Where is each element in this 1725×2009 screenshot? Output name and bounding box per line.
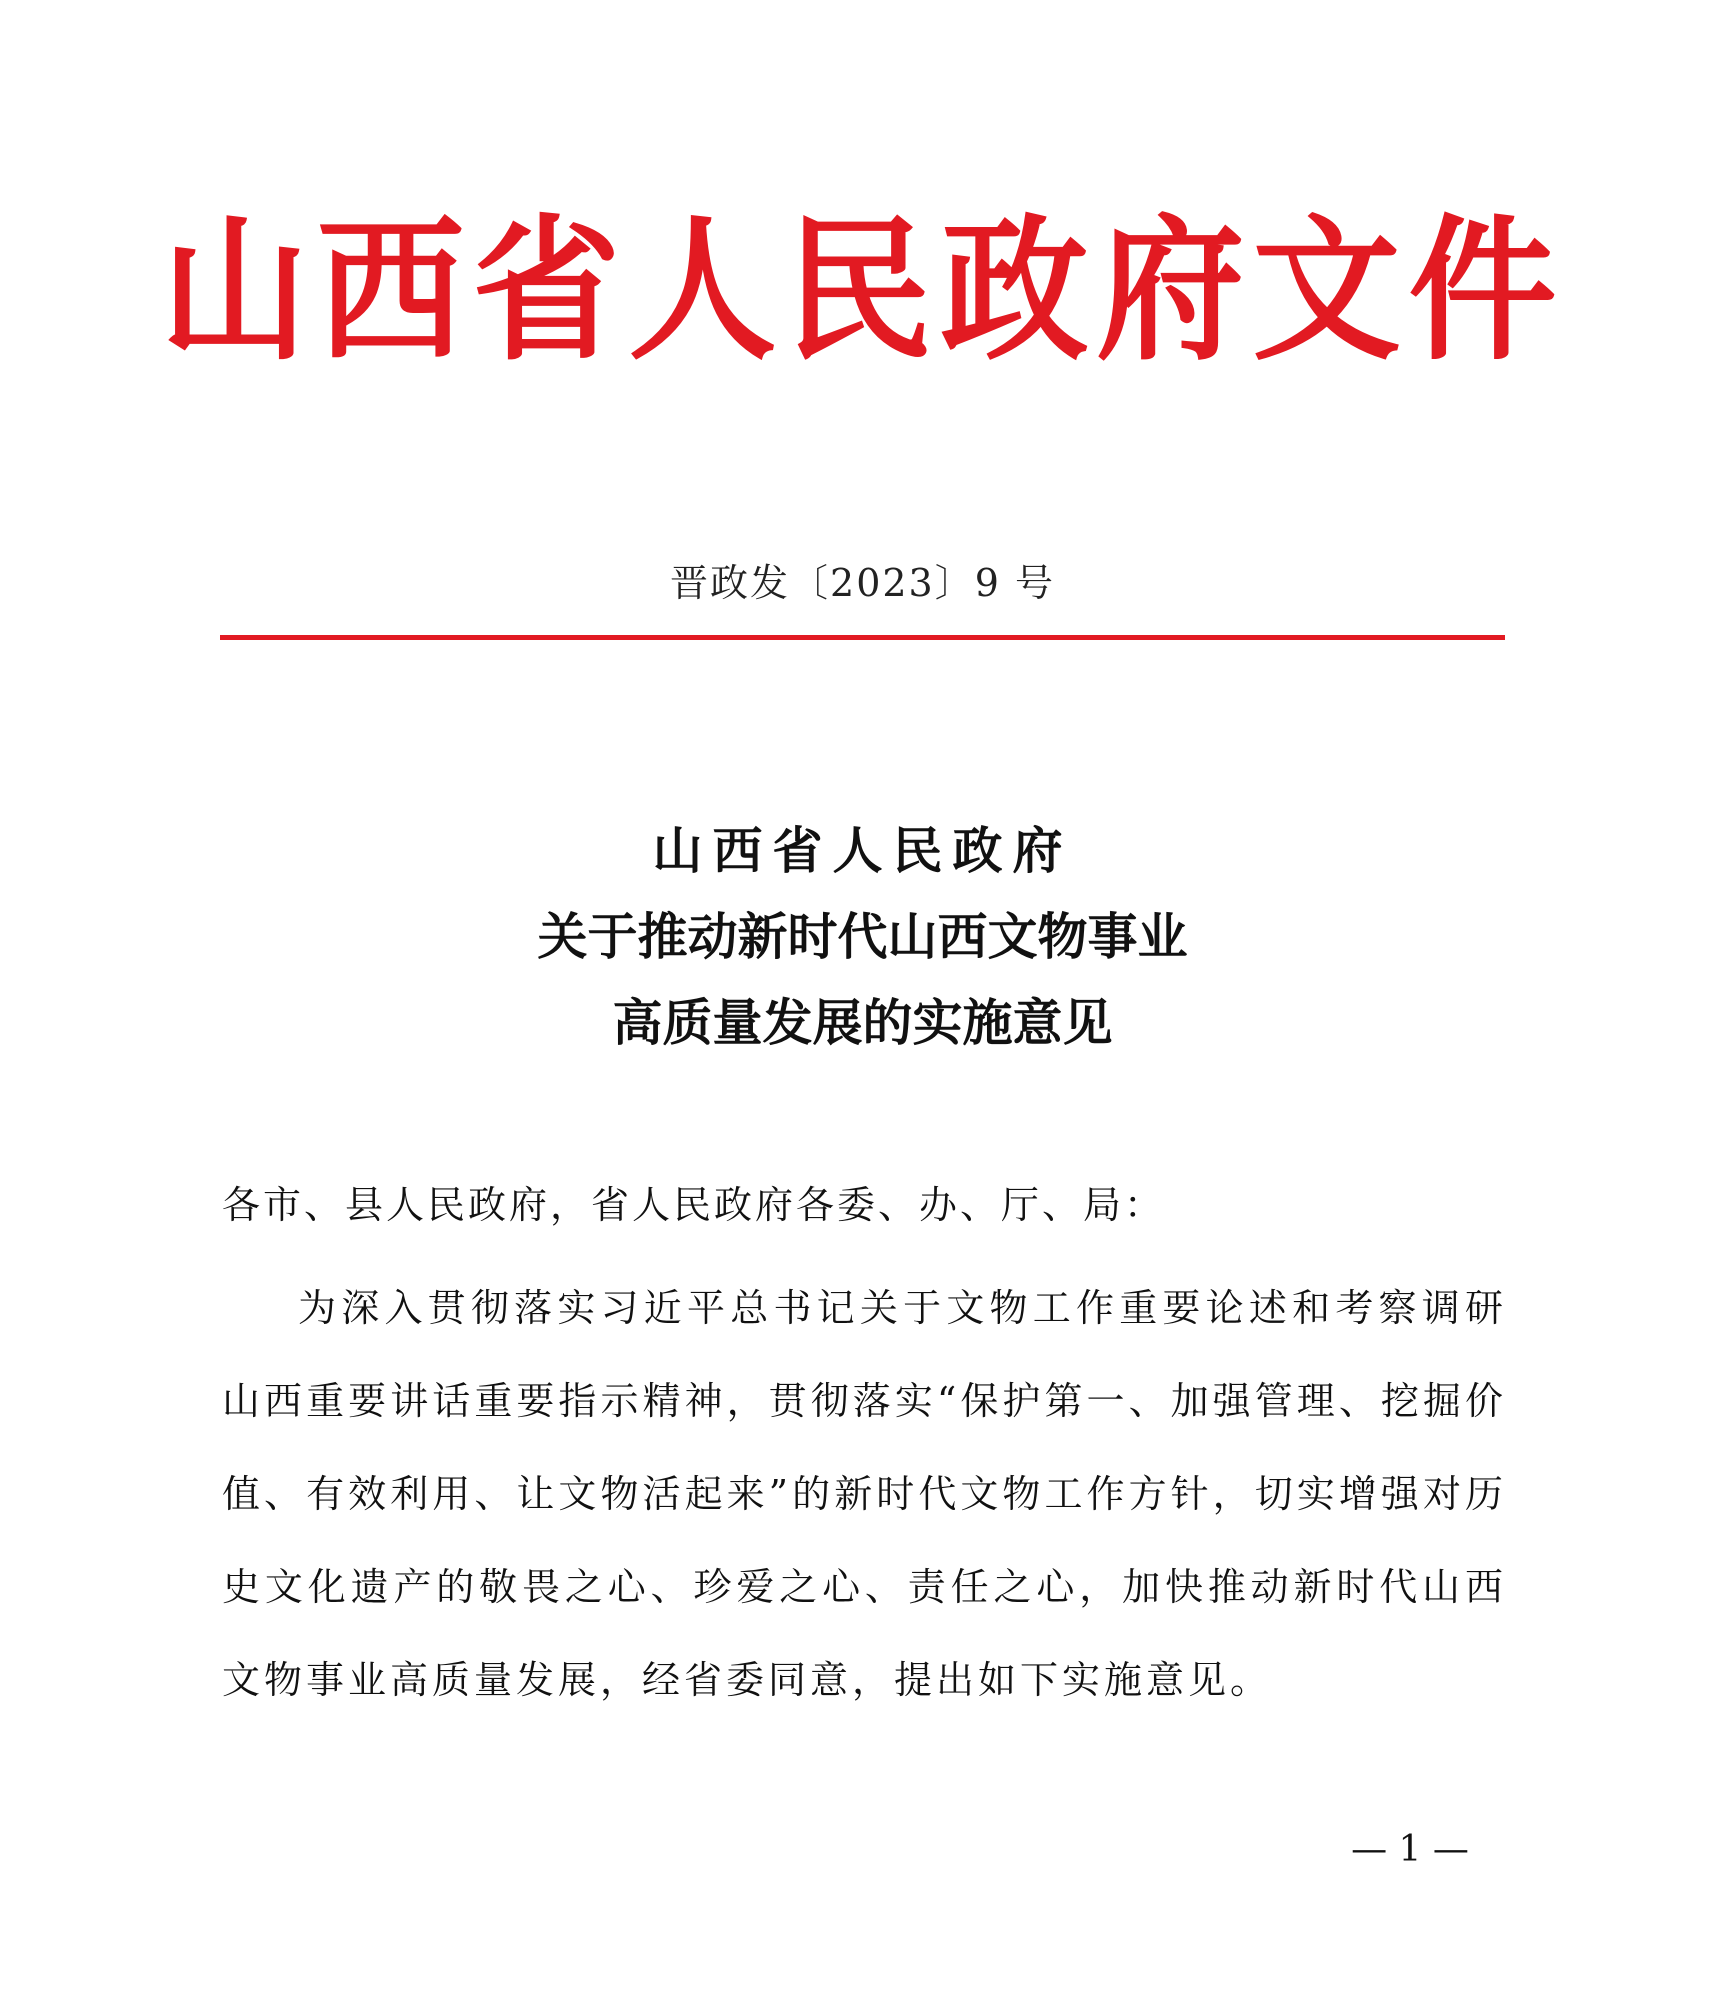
title-line-1: 山西省人民政府: [652, 822, 1073, 880]
page-number: — 1 —: [1351, 1829, 1469, 1870]
document-title: [0, 808, 1725, 1066]
document-masthead: 山西省人民政府文件: [160, 198, 1565, 382]
addressee-line: 各市、县人民政府，省人民政府各委、办、厅、局：: [222, 1183, 1166, 1227]
title-line-3: 高质量发展的实施意见: [612, 994, 1113, 1052]
document-number: 晋政发〔2023〕9 号: [670, 561, 1055, 605]
title-line-2: 关于推动新时代山西文物事业: [537, 908, 1188, 966]
red-separator-line: [220, 635, 1505, 640]
body-paragraph: 为深入贯彻落实习近平总书记关于文物工作重要论述和考察调研山西重要讲话重要指示精神，贯彻落实“保护第一、加强管理、挖掘价值、有效利用、让文物活起来”的新时代文物工作方针，切实增强对历史文化遗产的敬畏之心、珍爱之心、责任之心，加快推动新时代山西文物事业高质量发展，经省委同意，提出如下实施意见。: [222, 1286, 1507, 1702]
